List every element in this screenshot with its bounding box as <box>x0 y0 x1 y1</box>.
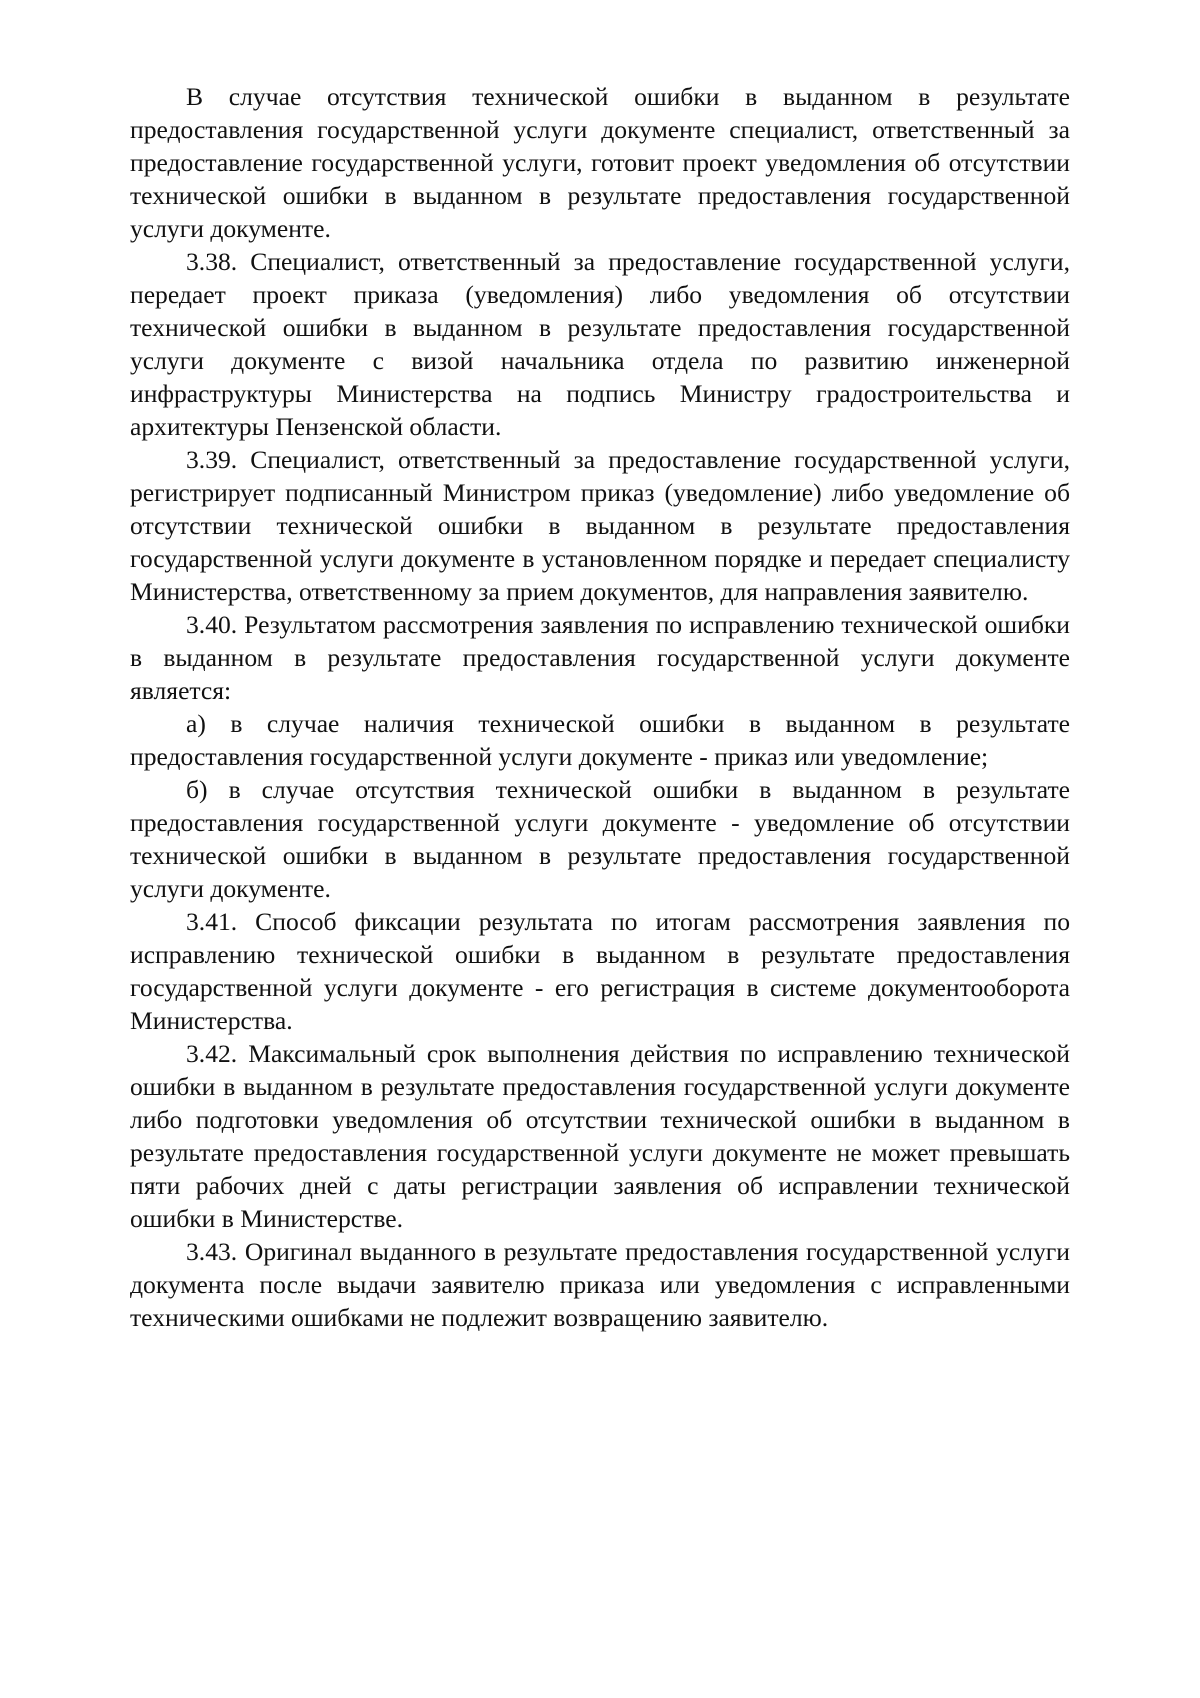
paragraph-3-40: 3.40. Результатом рассмотрения заявления по исправлению технической ошибки в выданном в результате предоставления государственной услуги документе является: <box>130 610 1070 705</box>
paragraph-3-40-a: а) в случае наличия технической ошибки в выданном в результате предоставления государственной услуги документе - приказ или уведомление; <box>130 709 1070 771</box>
paragraph-3-40-b: б) в случае отсутствия технической ошибки в выданном в результате предоставления государственной услуги документе - уведомление об отсутствии технической ошибки в выданном в результате предоставления государственной услуги документе. <box>130 775 1070 903</box>
paragraph-3-41: 3.41. Способ фиксации результата по итогам рассмотрения заявления по исправлению технической ошибки в выданном в результате предоставления государственной услуги документе - его регистрация в системе документооборота Министерства. <box>130 907 1070 1035</box>
document-page <box>130 80 1070 1334</box>
paragraph-3-43: 3.43. Оригинал выданного в результате предоставления государственной услуги документа после выдачи заявителю приказа или уведомления с исправленными техническими ошибками не подлежит возвращению заявителю. <box>130 1237 1070 1332</box>
paragraph-3-38: 3.38. Специалист, ответственный за предоставление государственной услуги, передает проект приказа (уведомления) либо уведомления об отсутствии технической ошибки в выданном в результате предоставления государственной услуги документе с визой начальника отдела по развитию инженерной инфраструктуры Министерства на подпись Министру градостроительства и архитектуры Пензенской области. <box>130 247 1070 441</box>
paragraph-3-39: 3.39. Специалист, ответственный за предоставление государственной услуги, регистрирует подписанный Министром приказ (уведомление) либо уведомление об отсутствии технической ошибки в выданном в результате предоставления государственной услуги документе в установленном порядке и передает специалисту Министерства, ответственному за прием документов, для направления заявителю. <box>130 445 1070 606</box>
paragraph-no-error-case: В случае отсутствия технической ошибки в выданном в результате предоставления государственной услуги документе специалист, ответственный за предоставление государственной услуги, готовит проект уведомления об отсутствии технической ошибки в выданном в результате предоставления государственной услуги документе. <box>130 82 1070 243</box>
paragraph-3-42: 3.42. Максимальный срок выполнения действия по исправлению технической ошибки в выданном в результате предоставления государственной услуги документе либо подготовки уведомления об отсутствии технической ошибки в выданном в результате предоставления государственной услуги документе не может превышать пяти рабочих дней с даты регистрации заявления об исправлении технической ошибки в Министерстве. <box>130 1039 1070 1233</box>
